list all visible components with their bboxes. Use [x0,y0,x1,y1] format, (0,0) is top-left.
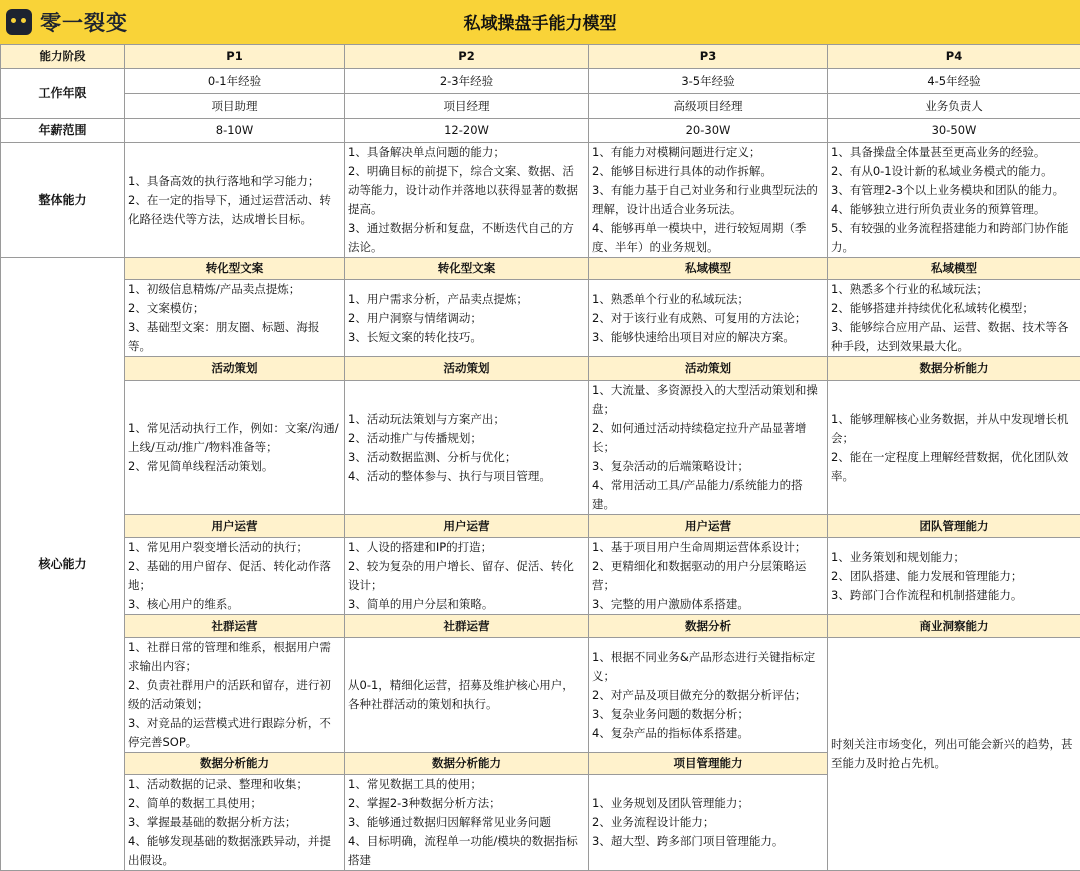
list-item: 1、常见数据工具的使用； [348,775,585,794]
skill-title: 私域模型 [589,258,828,280]
list-item: 3、跨部门合作流程和机制搭建能力。 [831,586,1077,605]
core-title-row [1,258,1080,280]
list-item: 1、熟悉单个行业的私域玩法； [592,290,824,309]
list-item: 2、更精细化和数据驱动的用户分层策略运营； [592,557,824,595]
skill-title: 项目管理能力 [589,753,828,775]
list-item: 1、用户需求分析，产品卖点提炼； [348,290,585,309]
salary-row [1,119,1080,143]
skill-title: 私域模型 [828,258,1080,280]
list-item: 3、能够综合应用产品、运营、数据、技术等各种手段，达到效果最大化。 [831,318,1077,356]
list-item: 3、有能力基于自己対业务和行业典型玩法的理解，设计出适合业务玩法。 [592,181,824,219]
list-item: 1、常见用户裂变增长活动的执行； [128,538,341,557]
overall-label: 整体能力 [1,143,125,258]
list-item: 3、核心用户的维系。 [128,595,341,614]
core-content-row [1,381,1080,515]
role-cell: 项目助理 [125,94,345,119]
list-item: 2、用户洞察与情绪调动； [348,309,585,328]
skill-content [828,538,1080,615]
list-item: 4、能够发现基础的数据涨跌异动，并提出假设。 [128,832,341,870]
list-item: 3、基础型文案：朋友圈、标题、海报等。 [128,318,341,356]
skill-content [125,538,345,615]
core-label: 核心能力 [1,258,125,871]
skill-title: 活动策划 [589,357,828,381]
skill-title: 活动策划 [345,357,589,381]
skill-content [125,638,345,753]
salary-label: 年薪范围 [1,119,125,143]
list-item: 2、较为复杂的用户增长、留存、促活、转化设计； [348,557,585,595]
skill-content [828,381,1080,515]
list-item: 4、复杂产品的指标体系搭建。 [592,724,824,743]
list-item: 2、文案模仿； [128,299,341,318]
skill-content [125,280,345,357]
years-cell: 0-1年经验 [125,69,345,94]
list-item: 1、具备高效的执行落地和学习能力； [128,172,341,191]
list-item: 2、基础的用户留存、促活、转化动作落地； [128,557,341,595]
years-cell: 4-5年经验 [828,69,1080,94]
list-item: 1、业务规划及团队管理能力； [592,794,824,813]
list-item: 2、明确目标的前提下，综合文案、数据、活动等能力，设计动作并落地以获得显著的数据提高。 [348,162,585,219]
list-item: 2、如何通过活动持续稳定拉升产品显著增长； [592,419,824,457]
list-item: 1、具备操盘全体量甚至更高业务的经验。 [831,143,1077,162]
page-title: 私域操盘手能力模型 [0,9,1080,34]
overall-p1 [125,143,345,258]
list-item: 2、能够搭建并持续优化私域转化模型； [831,299,1077,318]
list-item: 2、活动推广与传播规划； [348,429,585,448]
skill-content [345,280,589,357]
list-item: 3、活动数据监测、分析与优化； [348,448,585,467]
years-cell: 2-3年经验 [345,69,589,94]
list-item: 2、有从0-1设计新的私域业务模式的能力。 [831,162,1077,181]
overall-p2 [345,143,589,258]
list-item: 4、活动的整体参与、执行与项目管理。 [348,467,585,486]
list-item: 1、大流量、多资源投入的大型活动策划和操盘； [592,381,824,419]
skill-title: 活动策划 [125,357,345,381]
level-p4: P4 [828,45,1080,69]
skill-content [345,638,589,753]
core-content-row [1,638,1080,753]
list-item: 2、对产品及项目做充分的数据分析评估； [592,686,824,705]
list-item: 3、完整的用户激励体系搭建。 [592,595,824,614]
experience-roles-row [1,94,1080,119]
list-item: 3、超大型、跨多部门项目管理能力。 [592,832,824,851]
list-item: 1、有能力对模糊问题进行定义； [592,143,824,162]
list-item: 1、活动数据的记录、整理和收集； [128,775,341,794]
list-item: 2、能够目标进行具体的动作拆解。 [592,162,824,181]
skill-content [345,538,589,615]
years-cell: 3-5年经验 [589,69,828,94]
salary-cell: 20-30W [589,119,828,143]
skill-content [828,280,1080,357]
list-item: 4、目标明确，流程单一功能/模块的数据指标搭建 [348,832,585,870]
list-item: 3、长短文案的转化技巧。 [348,328,585,347]
core-content-row [1,538,1080,615]
skill-title: 社群运营 [345,615,589,638]
level-row [1,45,1080,69]
list-item: 1、具备解决单点问题的能力； [348,143,585,162]
skill-content [345,381,589,515]
salary-cell: 12-20W [345,119,589,143]
list-item: 1、人设的搭建和IP的打造； [348,538,585,557]
role-cell: 高级项目经理 [589,94,828,119]
skill-title: 转化型文案 [125,258,345,280]
list-item: 1、业务策划和规划能力； [831,548,1077,567]
skill-title: 转化型文案 [345,258,589,280]
list-item: 2、掌握2-3种数据分析方法； [348,794,585,813]
list-item: 2、负责社群用户的活跃和留存，进行初级的活动策划； [128,676,341,714]
skill-content [125,381,345,515]
level-label: 能力阶段 [1,45,125,69]
list-item: 时刻关注市场变化，列出可能会新兴的趋势，甚至能力及时抢占先机。 [831,735,1077,773]
skill-content [589,638,828,753]
list-item: 1、基于项目用户生命周期运营体系设计； [592,538,824,557]
skill-content [125,775,345,871]
list-item: 2、常见简单线程活动策划。 [128,457,341,476]
skill-title: 用户运营 [589,515,828,538]
list-item: 3、能够通过数据归因解释常见业务问题 [348,813,585,832]
skill-content [345,775,589,871]
experience-label: 工作年限 [1,69,125,119]
skill-content [589,381,828,515]
list-item: 4、能够再单一模块中，进行较短周期（季度、半年）的业务规划。 [592,219,824,257]
skill-title: 用户运营 [125,515,345,538]
list-item: 2、团队搭建、能力发展和管理能力； [831,567,1077,586]
list-item: 3、掌握最基础的数据分析方法； [128,813,341,832]
logo-text: 零一裂变 [40,7,128,37]
skill-content [828,638,1080,871]
skill-title: 数据分析能力 [125,753,345,775]
capability-table [0,44,1080,871]
core-title-row [1,515,1080,538]
list-item: 1、常见活动执行工作，例如：文案/沟通/上线/互动/推广/物料准备等； [128,419,341,457]
skill-title: 数据分析 [589,615,828,638]
list-item: 1、活动玩法策划与方案产出； [348,410,585,429]
list-item: 1、社群日常的管理和维系，根据用户需求输出内容； [128,638,341,676]
role-cell: 项目经理 [345,94,589,119]
list-item: 5、有较强的业务流程搭建能力和跨部门协作能力。 [831,219,1077,257]
overall-p4 [828,143,1080,258]
list-item: 1、熟悉多个行业的私域玩法； [831,280,1077,299]
list-item: 4、能够独立进行所负责业务的预算管理。 [831,200,1077,219]
skill-title: 商业洞察能力 [828,615,1080,638]
salary-cell: 8-10W [125,119,345,143]
skill-title: 社群运营 [125,615,345,638]
list-item: 2、在一定的指导下，通过运营活动、转化路径迭代等方法，达成增长目标。 [128,191,341,229]
level-p3: P3 [589,45,828,69]
list-item: 3、对竞品的运营模式进行跟踪分析，不停完善SOP。 [128,714,341,752]
salary-cell: 30-50W [828,119,1080,143]
title-bar [0,0,1080,45]
skill-content [589,775,828,871]
list-item: 1、初级信息精炼/产品卖点提炼； [128,280,341,299]
list-item: 4、常用活动工具/产品能力/系统能力的搭建。 [592,476,824,514]
core-title-row [1,357,1080,381]
list-item: 1、根据不同业务&产品形态进行关键指标定义； [592,648,824,686]
level-p1: P1 [125,45,345,69]
list-item: 2、简单的数据工具使用； [128,794,341,813]
list-item: 3、通过数据分析和复盘，不断迭代自己的方法论。 [348,219,585,257]
list-item: 2、业务流程设计能力； [592,813,824,832]
core-content-row [1,280,1080,357]
list-item: 3、复杂活动的后端策略设计； [592,457,824,476]
list-item: 3、能够快速给出项目对应的解决方案。 [592,328,824,347]
list-item: 3、有管理2-3个以上业务模块和团队的能力。 [831,181,1077,200]
level-p2: P2 [345,45,589,69]
list-item: 从0-1，精细化运营，招募及维护核心用户，各种社群活动的策划和执行。 [348,676,585,714]
list-item: 1、能够理解核心业务数据，并从中发现增长机会； [831,410,1077,448]
skill-title: 数据分析能力 [828,357,1080,381]
skill-content [589,280,828,357]
skill-title: 团队管理能力 [828,515,1080,538]
overall-p3 [589,143,828,258]
skill-content [589,538,828,615]
skill-title: 用户运营 [345,515,589,538]
skill-title: 数据分析能力 [345,753,589,775]
core-title-row [1,615,1080,638]
overall-row [1,143,1080,258]
role-cell: 业务负责人 [828,94,1080,119]
list-item: 2、对于该行业有成熟、可复用的方法论； [592,309,824,328]
list-item: 3、简单的用户分层和策略。 [348,595,585,614]
list-item: 3、复杂业务问题的数据分析； [592,705,824,724]
list-item: 2、能在一定程度上理解经营数据，优化团队效率。 [831,448,1077,486]
experience-years-row [1,69,1080,94]
